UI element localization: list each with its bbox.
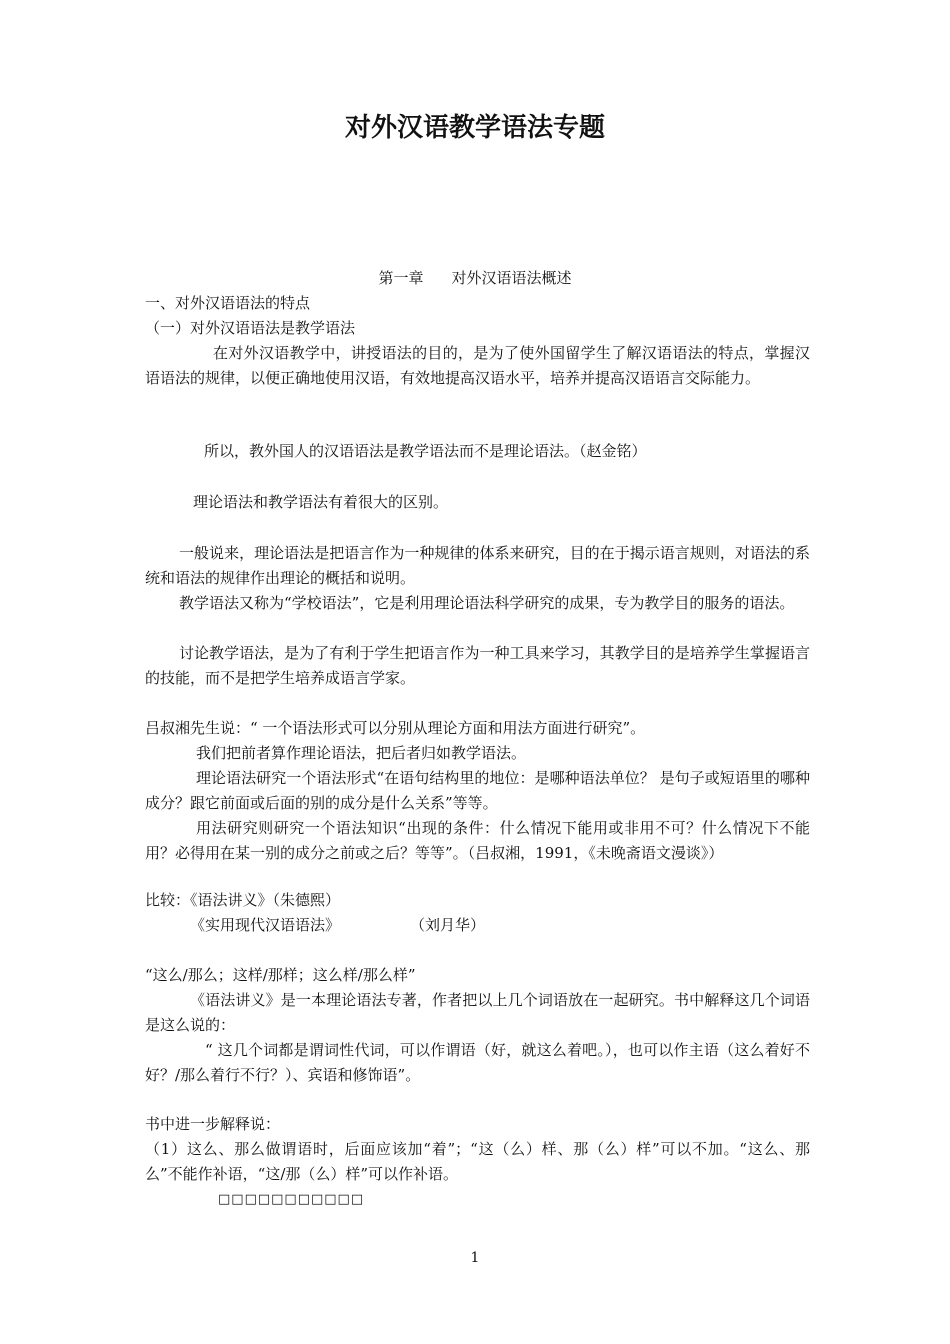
paragraph-11: 比较：《语法讲义》（朱德熙） [145,891,341,909]
section-heading: 一、对外汉语语法的特点 [145,294,311,312]
chapter-heading [0,266,950,291]
book-author: （刘月华） [410,916,486,934]
chapter-name: 对外汉语语法概述 [451,269,572,287]
paragraph-2: 所以，教外国人的汉语语法是教学语法而不是理论语法。（赵金铭） [204,442,647,460]
page-number: 1 [470,1250,480,1266]
paragraph-17: （1）这么、那么做谓语时，后面应该加“着”；“这（么）样、那（么）样”可以不加。“这么、那么”不能作补语，“这/那（么）样”可以作补语。 [145,1140,810,1183]
chapter-number: 第一章 [378,269,424,287]
paragraph-10: 用法研究则研究一个语法知识“出现的条件：什么情况下能用或非用不可？什么情况下不能用？必得用在某一别的成分之前或之后？等等”。（吕叔湘，1991，《未晚斋语文漫谈》） [145,819,810,862]
paragraph-12 [190,913,855,938]
subsection-heading: （一）对外汉语语法是教学语法 [145,319,356,337]
paragraph-8: 我们把前者算作理论语法，把后者归如教学语法。 [196,744,527,762]
paragraph-5: 教学语法又称为“学校语法”，它是利用理论语法科学研究的成果，专为教学目的服务的语法。 [179,594,795,612]
book-title: 《实用现代汉语语法》 [190,916,341,934]
paragraph-16: 书中进一步解释说： [145,1115,281,1133]
paragraph-3: 理论语法和教学语法有着很大的区别。 [193,493,449,511]
paragraph-9: 理论语法研究一个语法形式“在语句结构里的地位：是哪种语法单位？ 是句子或短语里的哪种成分？跟它前面或后面的别的成分是什么关系”等等。 [145,769,810,812]
paragraph-4: 一般说来，理论语法是把语言作为一种规律的体系来研究，目的在于揭示语言规则，对语法的系统和语法的规律作出理论的概括和说明。 [145,544,810,587]
document-title: 对外汉语教学语法专题 [344,113,605,143]
paragraph-15: “ 这几个词都是谓词性代词，可以作谓语（好，就这么着吧。），也可以作主语（这么着好不好？/那么着行不行？）、宾语和修饰语”。 [145,1041,810,1084]
paragraph-18: □□□□□□□□□□□ [218,1192,365,1207]
paragraph-1: 在对外汉语教学中，讲授语法的目的，是为了使外国留学生了解汉语语法的特点，掌握汉语语法的规律，以便正确地使用汉语，有效地提高汉语水平，培养并提高汉语语言交际能力。 [145,344,810,387]
paragraph-6: 讨论教学语法，是为了有利于学生把语言作为一种工具来学习，其教学目的是培养学生掌握语言的技能，而不是把学生培养成语言学家。 [145,644,810,687]
paragraph-13: “这么/那么；这样/那样；这么样/那么样” [145,966,416,984]
paragraph-7: 吕叔湘先生说：“ 一个语法形式可以分别从理论方面和用法方面进行研究”。 [145,719,646,737]
paragraph-14: 《语法讲义》是一本理论语法专著，作者把以上几个词语放在一起研究。书中解释这几个词语是这么说的： [145,991,810,1034]
